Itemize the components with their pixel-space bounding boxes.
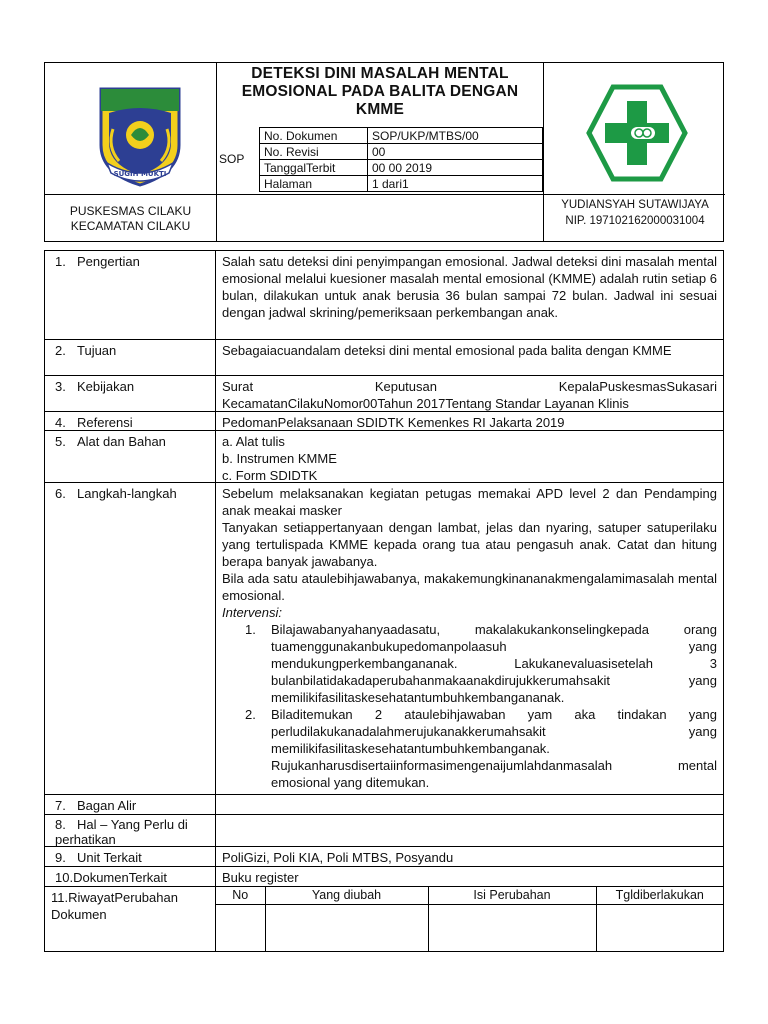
row-value: Buku register — [222, 870, 299, 885]
row-value: PoliGizi, Poli KIA, Poli MTBS, Posyandu — [222, 850, 454, 865]
change-history-table — [216, 887, 723, 952]
row-unit-terkait — [45, 846, 723, 866]
row-label — [45, 795, 216, 814]
meta-row — [260, 128, 543, 144]
meta-value: 1 dari1 — [368, 176, 543, 192]
puskesmas-line: KECAMATAN CILAKU — [70, 219, 191, 233]
row-number: 6. — [55, 486, 66, 501]
sop-content-table — [44, 250, 724, 952]
emblem-motto: SUGIH MUKTI — [113, 170, 167, 178]
row-label — [45, 412, 216, 430]
document-meta-table — [259, 127, 543, 192]
row-label-text: Referensi — [77, 415, 133, 430]
signer-nip: NIP. 197102162000031004 — [565, 215, 705, 227]
meta-key: No. Revisi — [260, 144, 368, 160]
table-cell — [596, 904, 723, 952]
meta-key: Halaman — [260, 176, 368, 192]
row-number: 4. — [55, 415, 66, 430]
meta-row — [260, 176, 543, 192]
table-row — [216, 904, 723, 952]
row-number: 3. — [55, 379, 66, 394]
text-line: KecamatanCilakuNomor00Tahun 2017Tentang Standar Layanan Klinis — [222, 396, 629, 411]
row-label — [45, 376, 216, 411]
puskesmas-name — [45, 204, 216, 234]
meta-key: TanggalTerbit — [260, 160, 368, 176]
meta-key: No. Dokumen — [260, 128, 368, 144]
list-text: Biladitemukan 2 ataulebihjawaban yam aka tindakan yang perludilakukanadalahmerujukanakkerumahsakit yang memilikifasilitaskesehatantumbuhkembanganak. Rujukanharusdisertaiinformasimengenaijumlahdanmasalah mental emosional yang ditemukan. — [271, 707, 717, 790]
row-value — [216, 376, 723, 412]
row-label-text: Bagan Alir — [77, 798, 137, 813]
row-number: 5. — [55, 434, 66, 449]
signature-block — [545, 197, 725, 229]
meta-value: SOP/UKP/MTBS/00 — [368, 128, 543, 144]
puskesmas-logo — [585, 83, 689, 183]
list-item — [245, 621, 717, 706]
row-label-text: 10.DokumenTerkait — [55, 870, 167, 885]
row-value: Salah satu deteksi dini penyimpangan emosional. Jadwal deteksi dini masalah mental emosional melalui kuesioner masalah mental emosional (KMME) adalah rutin setiap 6 bulan, dilakukan untuk anak berusia 36 bulan sampai 72 bulan. Jadwal ini sesuai dengan jadwal skrining/pemeriksaan perkembangan anak. — [222, 254, 717, 320]
row-number: 7. — [55, 798, 66, 813]
row-value — [216, 431, 723, 484]
row-number: 1. — [55, 254, 66, 269]
table-cell — [265, 904, 428, 952]
list-number: 2. — [245, 707, 256, 722]
row-tujuan — [45, 339, 723, 375]
intervensi-list — [222, 621, 717, 791]
row-label — [45, 887, 216, 952]
row-label-text: 11.RiwayatPerubahan Dokumen — [51, 890, 178, 922]
text-line: Surat Keputusan KepalaPuskesmasSukasari — [222, 379, 717, 394]
column-header: No — [216, 887, 265, 904]
step-paragraph: Sebelum melaksanakan kegiatan petugas memakai APD level 2 dan Pendamping anak meakai masker — [222, 486, 717, 518]
row-label — [45, 483, 216, 794]
meta-value: 00 — [368, 144, 543, 160]
row-bagan-alir — [45, 794, 723, 814]
cianjur-emblem-logo — [95, 85, 185, 190]
table-header-row — [216, 887, 723, 904]
row-label — [45, 815, 216, 846]
row-referensi — [45, 411, 723, 430]
row-number: 8. — [55, 817, 66, 832]
row-label-text: Unit Terkait — [77, 850, 142, 865]
row-riwayat-perubahan — [45, 886, 723, 952]
row-label — [45, 251, 216, 339]
intervensi-heading: Intervensi: — [222, 605, 282, 620]
list-item — [245, 706, 717, 791]
row-value — [216, 483, 723, 791]
meta-row — [260, 160, 543, 176]
divider — [543, 63, 544, 241]
row-langkah — [45, 482, 723, 794]
divider — [45, 194, 725, 195]
meta-value: 00 00 2019 — [368, 160, 543, 176]
list-item: b. Instrumen KMME — [222, 451, 337, 466]
column-header: Isi Perubahan — [428, 887, 596, 904]
list-number: 1. — [245, 622, 256, 637]
document-title: DETEKSI DINI MASALAH MENTAL EMOSIONAL PADA BALITA DENGAN KMME — [241, 65, 519, 118]
table-cell — [428, 904, 596, 952]
row-kebijakan — [45, 375, 723, 411]
list-item: c. Form SDIDTK — [222, 468, 318, 483]
column-header: Tgldiberlakukan — [596, 887, 723, 904]
step-paragraph: Bila ada satu ataulebihjawabanya, makakemungkinananakmengalamimasalah mental emosional. — [222, 571, 717, 603]
row-value: PedomanPelaksanaan SDIDTK Kemenkes RI Jakarta 2019 — [222, 415, 565, 430]
row-number: 9. — [55, 850, 66, 865]
row-label — [45, 847, 216, 866]
meta-row — [260, 144, 543, 160]
list-text: Bilajawabanyahanyaadasatu, makalakukankonselingkepada orang tuamenggunakanbukupedomanpolaasuh yang mendukungperkembangananak. Lakukanevaluasisetelah 3 bulanbilatidakadaperubahanmakaanakdirujukkerumahsakit yang memilikifasilitaskesehatantumbuhkembangananak. — [271, 622, 717, 705]
step-paragraph: Tanyakan setiappertanyaan dengan lambat, jelas dan nyaring, satuper satuperilaku yang tertulispada KMME kepada orang tua atau pengasuh anak. Catat dan hitung berapa banyak jawabanya. — [222, 520, 717, 569]
row-alat-bahan — [45, 430, 723, 482]
signer-name: YUDIANSYAH SUTAWIJAYA — [561, 199, 709, 211]
row-hal-perhatikan — [45, 814, 723, 846]
row-label — [45, 867, 216, 886]
row-value — [216, 815, 723, 817]
row-number: 2. — [55, 343, 66, 358]
row-label-text: Hal – Yang Perlu di perhatikan — [55, 817, 188, 847]
row-label-text: Alat dan Bahan — [77, 434, 166, 449]
table-cell — [216, 904, 265, 952]
list-item: a. Alat tulis — [222, 434, 285, 449]
sop-label: SOP — [219, 152, 245, 166]
row-label-text: Tujuan — [77, 343, 117, 358]
column-header: Yang diubah — [265, 887, 428, 904]
sop-header — [44, 62, 724, 242]
row-value: Sebagaiacuandalam deteksi dini mental emosional pada balita dengan KMME — [222, 343, 672, 358]
row-label-text: Langkah-langkah — [77, 486, 177, 501]
row-label-text: Kebijakan — [77, 379, 135, 394]
row-dokumen-terkait — [45, 866, 723, 886]
row-pengertian — [45, 251, 723, 339]
row-label-text: Pengertian — [77, 254, 140, 269]
row-label — [45, 340, 216, 375]
puskesmas-line: PUSKESMAS CILAKU — [69, 204, 192, 218]
row-value — [216, 795, 723, 797]
row-label — [45, 431, 216, 482]
